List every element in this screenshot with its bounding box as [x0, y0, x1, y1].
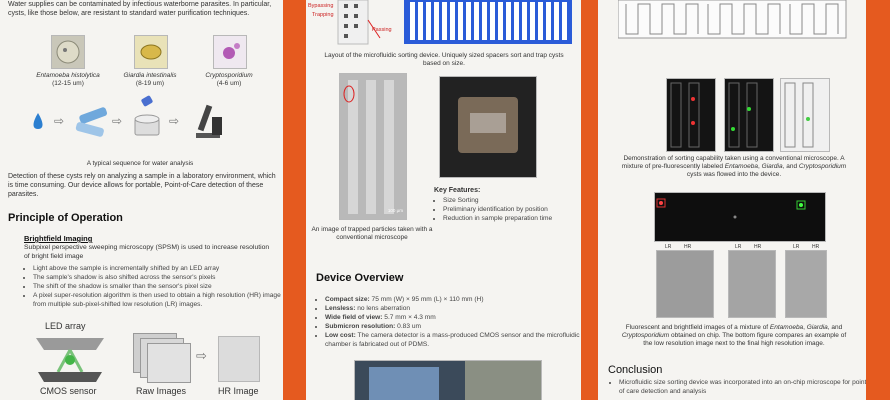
entamoeba-image [51, 35, 85, 69]
principle-heading: Principle of Operation [8, 212, 123, 224]
poster-column-middle [306, 0, 581, 400]
device-photo [439, 76, 537, 178]
scale-bar-label: 100 μm [387, 208, 403, 213]
channel-schematic [618, 0, 848, 40]
hr-label-2: HR [754, 244, 762, 250]
cyst-icon [52, 36, 84, 68]
analysis-sequence-diagram [24, 95, 259, 147]
cyst-icon [214, 36, 246, 68]
features-list [434, 196, 581, 223]
poster-column-right [598, 0, 866, 400]
lr-label-3: LR [793, 244, 800, 250]
spec-item: • Compact size: 75 mm (W) × 95 mm (L) × 110 mm (H) [325, 295, 581, 304]
on-chip-fluorescence-image [654, 192, 826, 242]
fluorescent-caption: Fluorescent and brightfield images of a mixture of Entamoeba, Giardia, and Cryptosporidium obtained on chip. The bottom figure compares an example of the low resolution image next to the final high resolution image. [621, 324, 847, 347]
sequence-caption: A typical sequence for water analysis [86, 160, 194, 167]
arrow-icon: ⇨ [54, 114, 65, 128]
fluorescence-image-2 [724, 78, 774, 152]
organism-size-3: (4-6 um) [216, 80, 242, 87]
fluorescence-image-1 [666, 78, 716, 152]
hr-image [218, 336, 260, 382]
spec-item: • Wide field of view: 5.7 mm × 4.3 mm [325, 313, 581, 322]
arrow-icon: ⇨ [169, 114, 180, 128]
divider-right [581, 0, 598, 400]
conclusion-list [610, 378, 866, 396]
detection-text: Detection of these cysts rely on analyzing a sample in a laboratory environment, which is time consuming. Our device allows for portable, Point-of-Care detection of these parasites. [8, 173, 276, 198]
hr-label-1: HR [684, 244, 692, 250]
arrow-icon: ⇨ [112, 114, 123, 128]
trapping-label: Trapping [312, 12, 334, 18]
hr-image-label: HR Image [218, 386, 259, 396]
conclusion-heading: Conclusion [608, 364, 663, 376]
spsm-bullet: • The shift of the shadow is smaller than the sensor's pixel size [33, 282, 283, 291]
spsm-bullet-list [24, 264, 283, 309]
spsm-bullet: • Light above the sample is incrementally shifted by an LED array [33, 264, 283, 273]
layout-caption: Layout of the microfluidic sorting device. Uniquely sized spacers sort and trap cysts based on size. [324, 52, 564, 67]
water-drop-icon [34, 113, 43, 129]
centrifuge-icon [135, 95, 159, 135]
lr-hr-comparison-2 [728, 250, 776, 318]
feature-item: • Reduction in sample preparation time [443, 214, 581, 223]
giardia-image [134, 35, 168, 69]
organism-name-1: Entamoeba histolytica [36, 72, 100, 79]
divider-left [283, 0, 306, 400]
feature-item: • Preliminary identification by position [443, 205, 581, 214]
led-array-diagram [30, 334, 110, 386]
hr-label-3: HR [812, 244, 820, 250]
organism-name-2: Giardia intestinalis [123, 72, 177, 79]
lr-label-1: LR [665, 244, 672, 250]
arrow-icon: ⇨ [196, 349, 207, 364]
cyst-icon [135, 36, 167, 68]
spsm-bullet: • A pixel super-resolution algorithm is then used to obtain a high resolution (HR) image from multiple sub-pixel-shifted low resolution (LR) images. [33, 291, 283, 309]
poster-column-left [0, 0, 283, 400]
demo-caption: Demonstration of sorting capability taken using a conventional microscope. A mixture of pre-fluorescently labeled Entamoeba, Giardia, and Cryptosporidium cysts was flowed into the device. [621, 155, 847, 178]
test-tube-icon [75, 106, 108, 137]
organism-size-2: (8-19 um) [135, 80, 165, 87]
lr-label-2: LR [735, 244, 742, 250]
raw-image-stack [133, 333, 193, 383]
cmos-sensor-label: CMOS sensor [40, 386, 97, 396]
features-title: Key Features: [434, 187, 481, 194]
bypassing-label: Bypassing [308, 3, 334, 9]
led-array-label: LED array [45, 321, 86, 331]
spec-item: • Submicron resolution: 0.83 um [325, 322, 581, 331]
specs-list [316, 295, 581, 349]
organism-size-1: (12-15 um) [52, 80, 84, 87]
organism-name-3: Cryptosporidium [205, 72, 253, 79]
cryptosporidium-image [213, 35, 247, 69]
brightfield-subheading: Brightfield Imaging [24, 234, 93, 243]
spec-item: • Low cost: The camera detector is a mass-produced CMOS sensor and the microfluidic chamber is fabricated out of PDMS. [325, 331, 581, 349]
spsm-text: Subpixel perspective sweeping microscopy (SPSM) is used to increase resolution of bright field image [24, 244, 270, 260]
conclusion-item: • Microfluidic size sorting device was incorporated into an on-chip microscope for point of care detection and analysis [619, 378, 866, 396]
trapped-caption: An image of trapped particles taken with a conventional microscope [311, 226, 433, 241]
device-overview-heading: Device Overview [316, 272, 404, 284]
spec-item: • Lensless: no lens aberration [325, 304, 581, 313]
trapped-particles-image [339, 73, 407, 220]
laptop-photo [354, 360, 542, 400]
microscope-icon [196, 105, 222, 138]
lr-hr-comparison-1 [656, 250, 714, 318]
raw-images-label: Raw Images [136, 386, 187, 396]
intro-text: Water supplies can be contaminated by infectious waterborne parasites. In particular, cysts, like those below, are resistant to standard water purification techniques. [8, 1, 272, 17]
lr-hr-comparison-3 [785, 250, 827, 318]
divider-edge [866, 0, 890, 400]
spsm-bullet: • The sample's shadow is also shifted across the sensor's pixels [33, 273, 283, 282]
feature-item: • Size Sorting [443, 196, 581, 205]
passing-label: Passing [372, 27, 392, 33]
microfluidic-layout-diagram [320, 0, 575, 48]
fluorescence-image-3 [780, 78, 830, 152]
